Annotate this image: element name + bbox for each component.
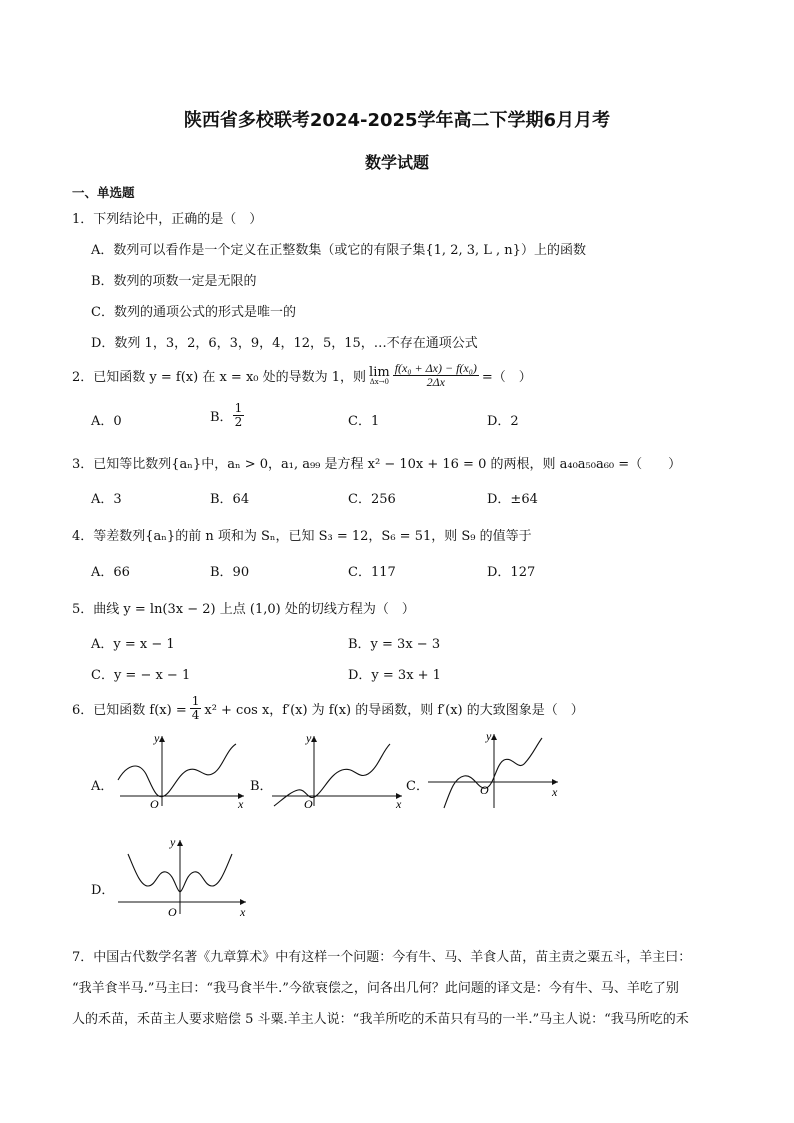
q5-option-d: D．y = 3x + 1: [348, 668, 441, 683]
q7-line-3: 人的禾苗，禾苗主人要求赔偿 5 斗粟.羊主人说：“我羊所吃的禾苗只有马的一半.”马主人说：“我马所吃的禾: [72, 1012, 689, 1027]
q6-frac-num: 1: [191, 694, 200, 708]
q6-option-d-label: D．: [91, 883, 115, 898]
y-axis-arrow: [177, 840, 183, 846]
origin-label: O: [480, 783, 489, 797]
x-label: x: [238, 797, 244, 810]
q4-option-d: D．127: [487, 565, 536, 580]
y-axis-arrow: [311, 736, 317, 742]
page-title: 陕西省多校联考2024-2025学年高二下学期6月月考: [183, 110, 611, 131]
q6-stem-pre: 6．已知函数 f(x) =: [72, 703, 187, 719]
q2-option-d: D．2: [487, 414, 519, 429]
q6-graph-c: [424, 730, 564, 810]
curve: [444, 738, 542, 808]
q2-option-b-frac: [233, 402, 245, 429]
q6-graph-d: [112, 834, 252, 918]
curve: [274, 744, 390, 806]
q1-stem: 1．下列结论中，正确的是（ ）: [72, 212, 263, 227]
y-label: y: [306, 731, 312, 745]
y-axis-arrow: [491, 734, 497, 740]
q2-option-b-label: B．: [210, 410, 233, 426]
q1-option-c: C．数列的通项公式的形式是唯一的: [91, 305, 296, 320]
q1-option-a: A．数列可以看作是一个定义在正整数集（或它的有限子集{1, 2, 3, L , n}）上的函数: [91, 243, 586, 258]
q5-option-c: C．y = − x − 1: [91, 668, 191, 683]
q6-graph-a: [112, 730, 252, 810]
q2-option-b-den: 2: [234, 415, 243, 430]
q3-option-b: B．64: [210, 492, 250, 507]
q3-stem: 3．已知等比数列{aₙ}中，aₙ > 0，a₁, a₉₉ 是方程 x² − 10x + 16 = 0 的两根，则 a₄₀a₅₀a₆₀ =（ ）: [72, 457, 682, 472]
q7-line-1: 7．中国古代数学名著《九章算术》中有这样一个问题：今有牛、马、羊食人苗，苗主责之粟五斗，羊主曰：: [72, 950, 692, 965]
q2-stem-pre: 2．已知函数 y = f(x) 在 x = x₀ 处的导数为 1，则: [72, 370, 367, 386]
q5-option-a: A．y = x − 1: [91, 637, 175, 652]
q6-frac-den: 4: [191, 708, 200, 723]
q6-stem: [72, 695, 584, 722]
q2-option-c: C．1: [348, 414, 380, 429]
q2-lim-text: lim: [369, 364, 390, 380]
q2-frac-num: f(x₀ + Δx) − f(x₀): [394, 361, 477, 375]
origin-label: O: [150, 797, 159, 810]
q2-limit: [369, 366, 390, 386]
q2-option-b: [210, 402, 244, 429]
q2-fraction: [393, 362, 479, 389]
q2-option-a: A．0: [91, 414, 122, 429]
q6-stem-post: x² + cos x，f′(x) 为 f(x) 的导函数，则 f′(x) 的大致图象是（ ）: [204, 703, 584, 719]
q6-option-b-label: B．: [250, 779, 273, 794]
q1-option-b: B．数列的项数一定是无限的: [91, 274, 257, 289]
y-label: y: [154, 731, 160, 745]
q4-option-b: B．90: [210, 565, 250, 580]
q7-line-2: “我羊食半马.”马主曰：“我马食半牛.”今欲衰偿之，问各出几何？此问题的译文是：今有牛、马、羊吃了别: [72, 981, 679, 996]
q2-lim-sub: Δx→0: [369, 377, 390, 386]
curve: [118, 744, 236, 797]
q3-option-c: C．256: [348, 492, 396, 507]
y-label: y: [486, 730, 492, 743]
y-label: y: [170, 835, 176, 849]
origin-label: O: [304, 797, 313, 810]
q4-stem: 4．等差数列{aₙ}的前 n 项和为 Sₙ，已知 S₃ = 12，S₆ = 51，则 S₉ 的值等于: [72, 529, 532, 544]
x-label: x: [396, 797, 402, 810]
q3-option-a: A．3: [91, 492, 122, 507]
q6-graph-b: [268, 730, 408, 810]
q2-frac-den: 2Δx: [426, 375, 445, 390]
q5-stem: 5．曲线 y = ln(3x − 2) 上点 (1,0) 处的切线方程为（ ）: [72, 602, 415, 617]
q3-option-d: D．±64: [487, 492, 538, 507]
origin-label: O: [168, 905, 177, 918]
q5-option-b: B．y = 3x − 3: [348, 637, 441, 652]
y-axis-arrow: [159, 736, 165, 742]
q2-stem-post: =（ ）: [481, 370, 532, 386]
q1-option-d: D．数列 1，3，2，6，3，9，4，12，5，15，…不存在通项公式: [91, 336, 478, 351]
x-label: x: [240, 905, 246, 918]
q6-fraction: [190, 695, 202, 722]
q2-stem: [72, 362, 532, 389]
q6-option-a-label: A．: [91, 779, 114, 794]
page-subtitle: 数学试题: [364, 153, 429, 172]
q4-option-c: C．117: [348, 565, 396, 580]
x-label: x: [552, 785, 558, 799]
q4-option-a: A．66: [91, 565, 130, 580]
q6-option-c-label: C．: [406, 779, 429, 794]
q2-option-b-num: 1: [234, 401, 243, 415]
section-heading: 一、单选题: [72, 185, 135, 200]
